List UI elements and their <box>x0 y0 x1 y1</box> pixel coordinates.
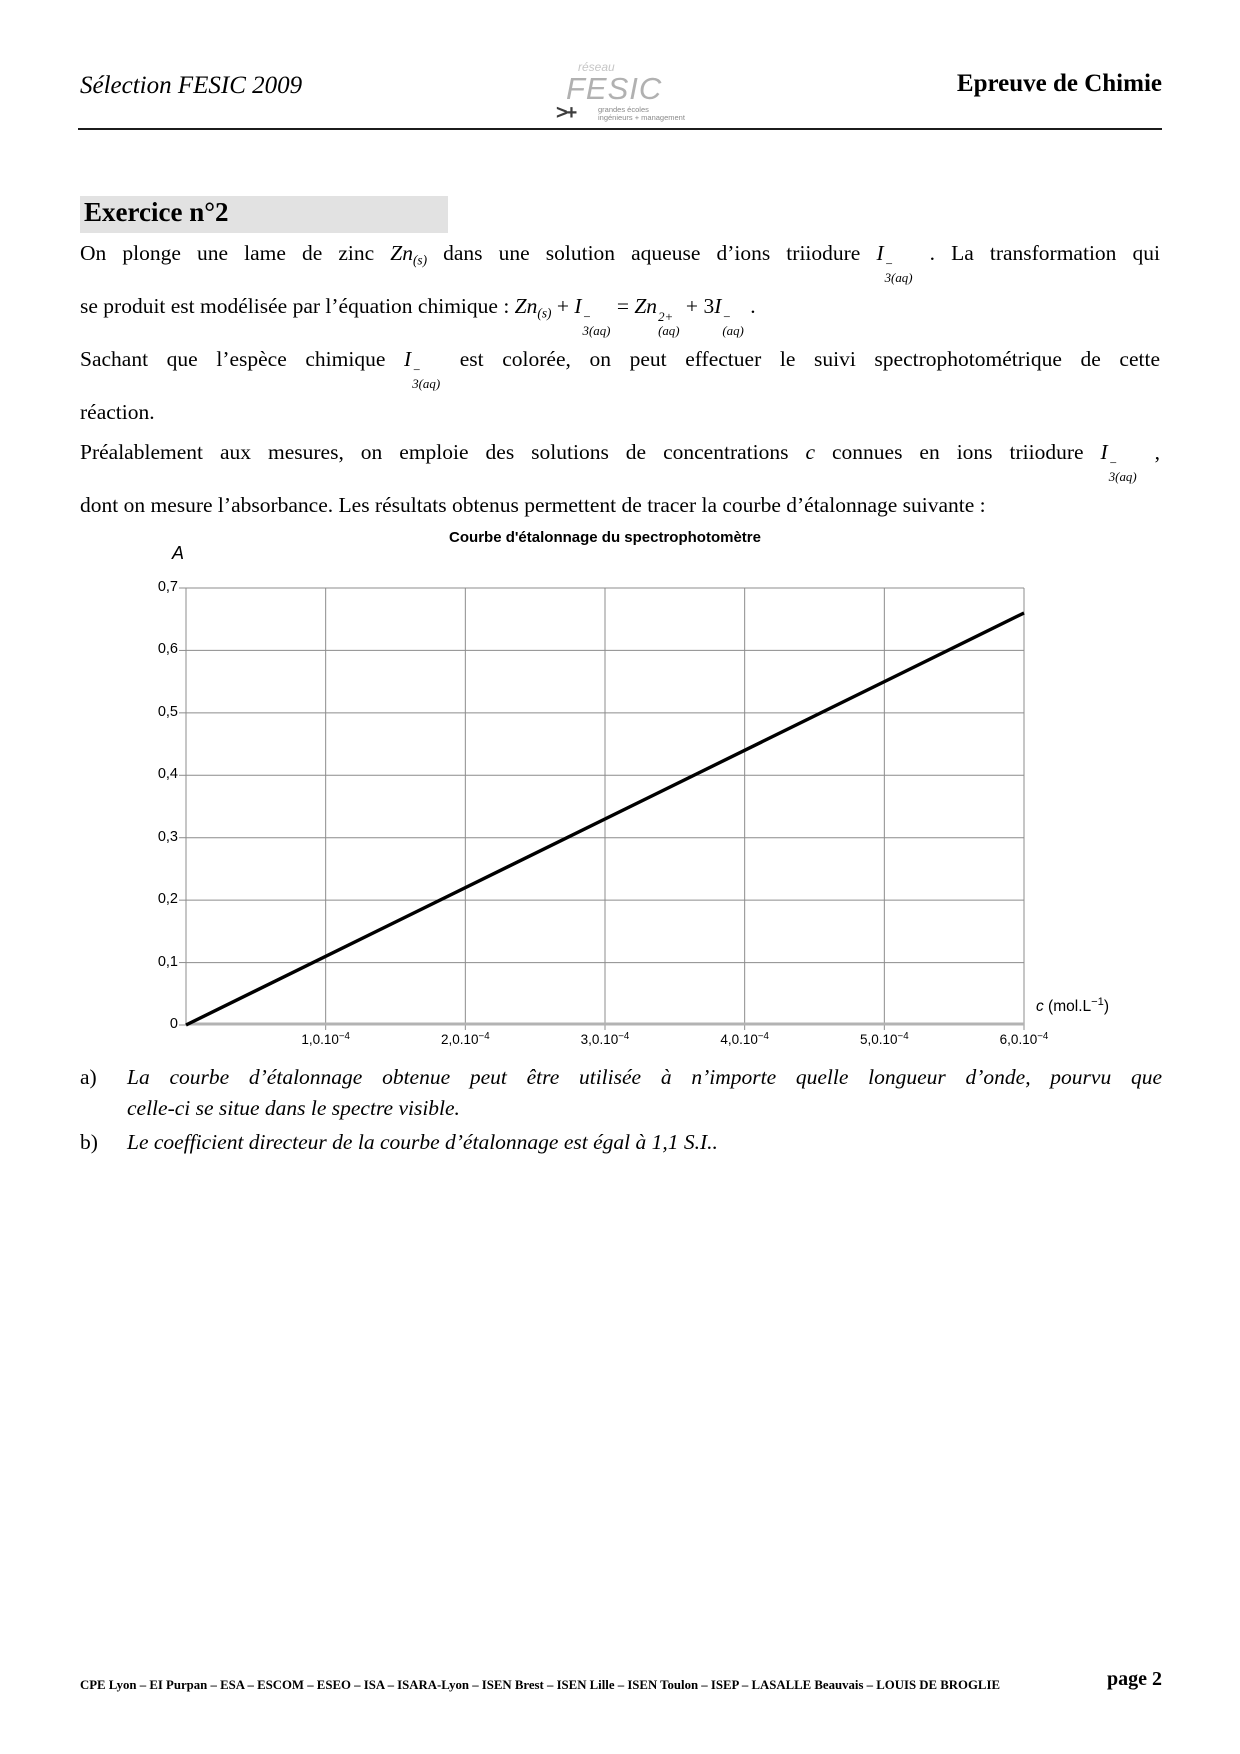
question-b-text: Le coefficient directeur de la courbe d’étalonnage est égal à 1,1 S.I.. <box>127 1130 718 1154</box>
x-axis-label: c $(mol.L^{-1})$ <box>1036 996 1110 1015</box>
intro-line-3: Sachant que l’espèce chimique I − 3(aq) est colorée, on peut effectuer le suivi spectrophotométrique de cette <box>80 346 1160 392</box>
question-a-marker: a) <box>80 1065 97 1089</box>
y-axis-label: A <box>172 543 185 563</box>
logo-fesic-text: FESIC <box>566 71 663 106</box>
formula-zn2plus: Zn <box>634 293 658 318</box>
plot-area <box>186 588 1024 1025</box>
y-tick-label: 0,1 <box>157 953 178 970</box>
question-a <box>80 1062 1162 1124</box>
y-tick-label: 0,2 <box>157 891 178 908</box>
logo-arrow-icon: >+ <box>556 102 576 124</box>
question-b <box>80 1127 1162 1158</box>
formula-zn: Zn <box>390 241 413 265</box>
chart-title: Courbe d'étalonnage du spectrophotomètre <box>449 529 761 546</box>
y-tick-label: 0 <box>169 1016 178 1032</box>
intro-paragraph <box>80 233 1160 525</box>
intro-line-5: Préalablement aux mesures, on emploie des solutions de concentrations c connues en ions triiodure I − 3(aq) , <box>80 439 1161 485</box>
header-right-title: Epreuve de Chimie <box>956 70 1162 97</box>
calibration-curve-svg <box>186 588 1024 1025</box>
footer-schools-list: CPE Lyon – EI Purpan – ESA – ESCOM – ESEO – ISA – ISARA-Lyon – ISEN Brest – ISEN Lille – ISEN Toulon – ISEP – LASALLE Beauvais – LOUIS DE BROGLIE <box>80 1678 1000 1692</box>
intro-line-6: dont on mesure l’absorbance. Les résultats obtenus permettent de tracer la courbe d’étalonnage suivante : <box>80 492 986 517</box>
formula-iodide: I <box>714 293 722 318</box>
x-tick-label: $4,0.10^{-4}$ <box>720 1031 769 1047</box>
y-axis-tick-labels <box>100 579 178 1032</box>
intro-line-1: On plonge une lame de zinc $Zn_{(s)}$ dans une solution aqueuse d’ions triiodure I − 3(aq) . La transformation qui <box>80 241 1160 286</box>
x-tick-label: $6,0.10^{-4}$ <box>999 1031 1049 1047</box>
logo-tagline: grandes écoles ingénieurs + management <box>598 105 685 122</box>
logo-reseau-text: réseau <box>578 60 615 74</box>
exercise-title-bar <box>80 196 448 233</box>
page-number: page 2 <box>1107 1668 1162 1690</box>
intro-line-2-equation: se produit est modélisée par l’équation chimique : $Zn_{(s)} + I$ − 3(aq) = Zn 2+ (aq) + 3I − (aq) . <box>80 293 756 339</box>
question-b-marker: b) <box>80 1130 98 1154</box>
intro-line-4: réaction. <box>80 399 155 424</box>
x-axis-tick-labels <box>186 1031 1049 1055</box>
questions-block <box>80 1062 1162 1161</box>
fesic-logo <box>552 58 752 122</box>
y-tick-label: 0,5 <box>157 703 178 720</box>
header-rule <box>78 128 1162 130</box>
y-tick-label: 0,3 <box>157 828 178 845</box>
x-tick-label: $1,0.10^{-4}$ <box>301 1031 350 1047</box>
y-tick-label: 0,7 <box>157 579 178 595</box>
x-tick-label: $3,0.10^{-4}$ <box>580 1031 630 1047</box>
y-tick-label: 0,4 <box>157 766 178 783</box>
question-a-text: La courbe d’étalonnage obtenue peut être utilisée à n’importe quelle longueur d’onde, pourvu que celle-ci se situe dans le spectre visible. <box>127 1065 1162 1120</box>
x-tick-label: $5,0.10^{-4}$ <box>860 1031 909 1047</box>
formula-i3: I <box>876 241 884 265</box>
exercise-title: Exercice n°2 <box>84 197 229 227</box>
header-left-title: Sélection FESIC 2009 <box>80 72 303 99</box>
y-tick-label: 0,6 <box>157 641 178 658</box>
x-tick-label: $2,0.10^{-4}$ <box>441 1031 490 1047</box>
